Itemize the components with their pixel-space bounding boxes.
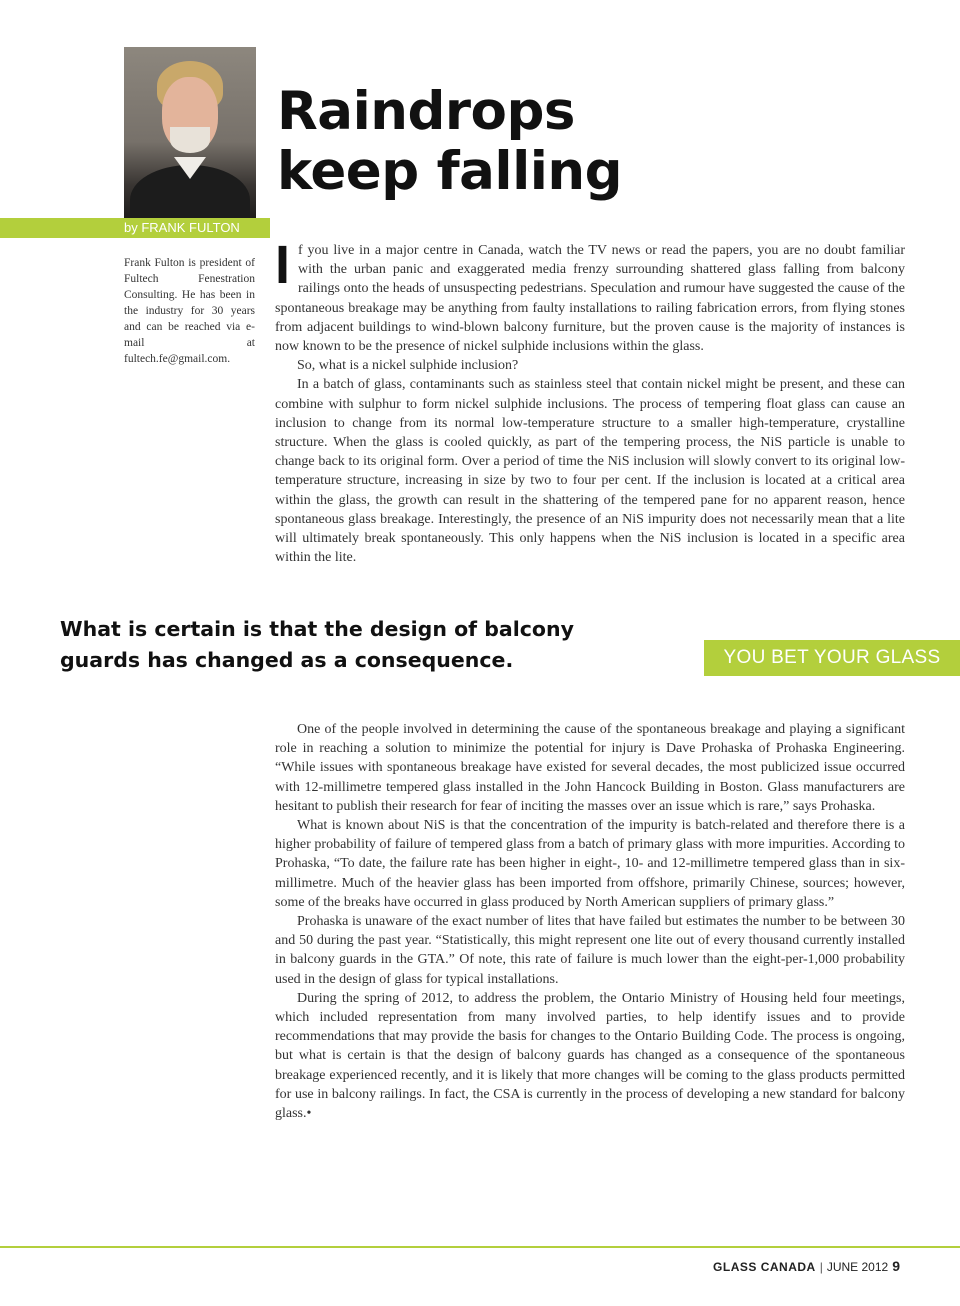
paragraph: During the spring of 2012, to address the problem, the Ontario Ministry of Housing held four meetings, which included representation from many involved parties, to help identify issues and to provide recommendations that may provide the basis for changes to the Ontario Building Code. The process is ongoing, but what is certain is that the design of balcony guards has changed as a consequence of the spontaneous breakage experienced recently, and it is likely that more changes will be coming to the glass products permitted for use in balcony railings. In fact, the CSA is currently in the process of developing a new standard for balcony glass.• [275, 990, 905, 1122]
article-body-top [275, 235, 905, 567]
magazine-name: GLASS CANADA [713, 1260, 816, 1274]
paragraph: In a batch of glass, contaminants such as stainless steel that contain nickel might be present, and these can combine with sulphur to form nickel sulphide inclusions. The process of tempering float glass can cause an inclusion to change from its normal low-temperature structure to a smaller high-temperature, crystalline structure. When the glass is cooled quickly, as part of the tempering process, the NiS particle is unable to change back to its original form. Over a period of time the NiS inclusion will slowly convert to its original low-temperature structure, increasing in size by two to four per cent. If the inclusion is located at a critical area within the glass, the growth can result in the shattering of the tempered pane for no apparent reason, hence spontaneous glass breakage. Interestingly, the presence of an NiS impurity does not necessarily mean that a lite will ultimately break spontaneously. This only happens when the NiS inclusion is located in a specific area within the lite. [275, 377, 905, 566]
byline-bar [0, 218, 270, 238]
author-bio: Frank Fulton is president of Fultech Fenestration Consulting. He has been in the industry for 30 years and can be reached via e-mail at fultech.fe@gmail.com. [124, 257, 255, 365]
footer-divider [0, 1246, 960, 1248]
author-photo [124, 47, 256, 219]
page-footer [713, 1258, 900, 1275]
title-line-2: keep falling [277, 141, 623, 202]
page-number: 9 [892, 1258, 900, 1274]
section-tag: YOU BET YOUR GLASS [704, 640, 960, 676]
drop-cap: I [275, 235, 291, 295]
footer-separator: | [819, 1260, 823, 1274]
paragraph: If you live in a major centre in Canada, watch the TV news or read the papers, you are no doubt familiar with the urban panic and exaggerated media frenzy surrounding shattered glass falling from balcony railings onto the heads of unsuspecting pedestrians. Speculation and rumour have suggested the cause of the spontaneous breakage may be anything from faulty installations to railing fabrication errors, from flying stones from adjacent buildings to wind-blown balcony furniture, but the proven cause is the majority of instances is now known to be the presence of nickel sulphide inclusions within the glass. [275, 235, 905, 355]
pull-quote: What is certain is that the design of balcony guards has changed as a consequence. [60, 617, 574, 672]
issue-date: JUNE 2012 [826, 1260, 889, 1274]
paragraph: So, what is a nickel sulphide inclusion? [297, 358, 519, 374]
paragraph: Prohaska is unaware of the exact number of lites that have failed but estimates the number to be between 30 and 50 during the past year. “Statistically, this might represent one lite out of every thousand currently installed in balcony guards in the GTA.” Of note, this rate of failure is much lower than the eight-per-1,000 probability used in the design of glass for typical installations. [275, 914, 905, 987]
paragraph: What is known about NiS is that the concentration of the impurity is batch-related and therefore there is a higher probability of failure of tempered glass from a batch of primary glass with more impurities. According to Prohaska, “To date, the failure rate has been higher in eight-, 10- and 12-millimetre tempered glass than in six-millimetre. Much of the heavier glass has been imported from offshore, primarily Chinese, sources; however, some of the breaks have occurred in glass produced by North American suppliers of primary glass.” [275, 818, 905, 910]
byline-text: by FRANK FULTON [124, 220, 240, 235]
title-line-1: Raindrops [277, 81, 575, 142]
article-title [277, 82, 622, 202]
paragraph: One of the people involved in determining the cause of the spontaneous breakage and playing a significant role in reaching a solution to minimize the potential for injury is Dave Prohaska of Prohaska Engineering. “While issues with spontaneous breakage have existed for several decades, the most publicized issue occurred with 12-millimetre tempered glass installed in the John Hancock Building in Boston. Glass manufacturers are hesitant to publish their research for fear of inciting the masses over an issue which is rare,” says Prohaska. [275, 722, 905, 814]
article-body-bottom [275, 720, 905, 1123]
